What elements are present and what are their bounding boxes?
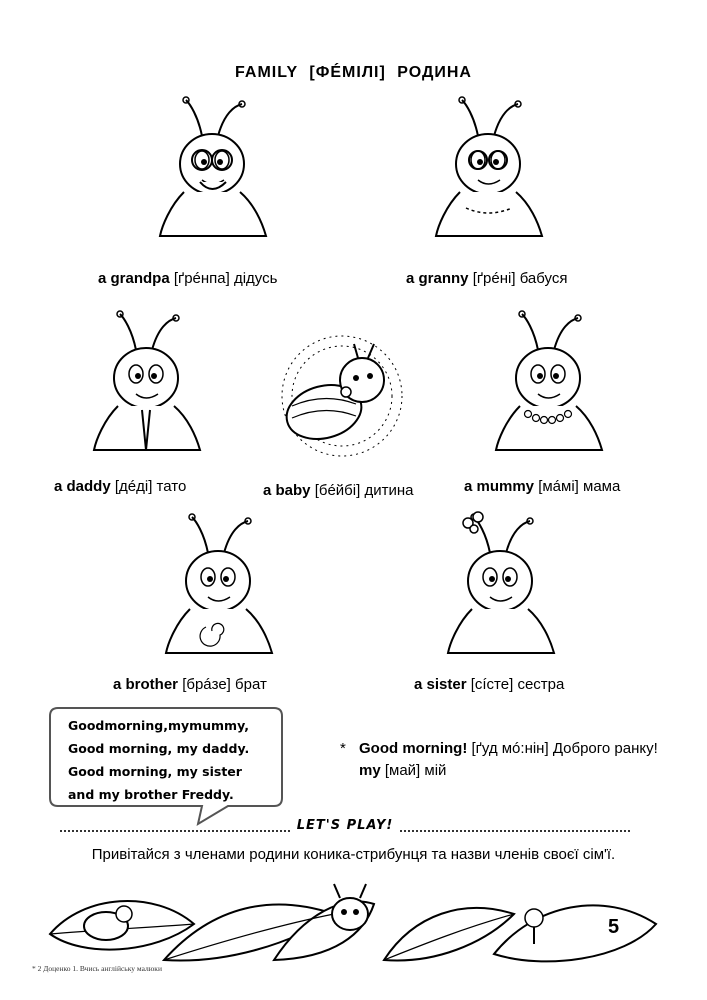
caption-daddy: a daddy [дéді] тато xyxy=(54,478,187,495)
mummy-ant-icon xyxy=(486,300,612,470)
bubble-line: Goodmorning,mymummy, xyxy=(68,718,250,733)
caption-sister: a sister [сíсте] сестра xyxy=(414,676,565,693)
caption-grandpa: a grandpa [ґрéнпа] дідусь xyxy=(98,270,278,287)
footnote: * 2 Доценко 1. Вчись англійську малюки xyxy=(32,964,162,973)
baby-ant-icon xyxy=(262,334,422,464)
bubble-line: Good morning, my sister xyxy=(68,764,242,779)
daddy-ant-icon xyxy=(84,300,210,470)
caption-granny: a granny [ґрéні] бабуся xyxy=(406,270,568,287)
caption-baby: a baby [бéйбі] дитина xyxy=(263,482,414,499)
bubble-line: and my brother Freddy. xyxy=(68,787,234,802)
page-title: FAMILY [ФÉМІЛІ] РОДИНА xyxy=(235,64,472,81)
granny-ant-icon xyxy=(426,96,552,246)
speech-bubble xyxy=(48,706,284,810)
note-phrase-line: Good morning! [ґуд мó:нін] Доброго ранку! xyxy=(359,740,658,757)
note-star: * xyxy=(340,740,346,757)
grandpa-ant-icon xyxy=(150,96,276,246)
caption-brother: a brother [брáзе] брат xyxy=(113,676,267,693)
lets-play-label: LET'S PLAY! xyxy=(291,818,400,833)
caption-mummy: a mummy [мáмі] мама xyxy=(464,478,621,495)
lets-play-divider xyxy=(60,818,630,838)
bubble-line: Good morning, my daddy. xyxy=(68,741,250,756)
note-word-line: my [май] мій xyxy=(359,762,447,779)
vocab-note xyxy=(340,738,660,782)
page-number: 5 xyxy=(608,916,620,938)
leaves-footer-icon xyxy=(44,874,664,971)
sister-ant-icon xyxy=(438,508,564,668)
brother-ant-icon xyxy=(156,508,282,668)
task-text: Привітайся з членами родини коника-стрибунця та назви членів своєї сім'ї. xyxy=(91,846,616,863)
